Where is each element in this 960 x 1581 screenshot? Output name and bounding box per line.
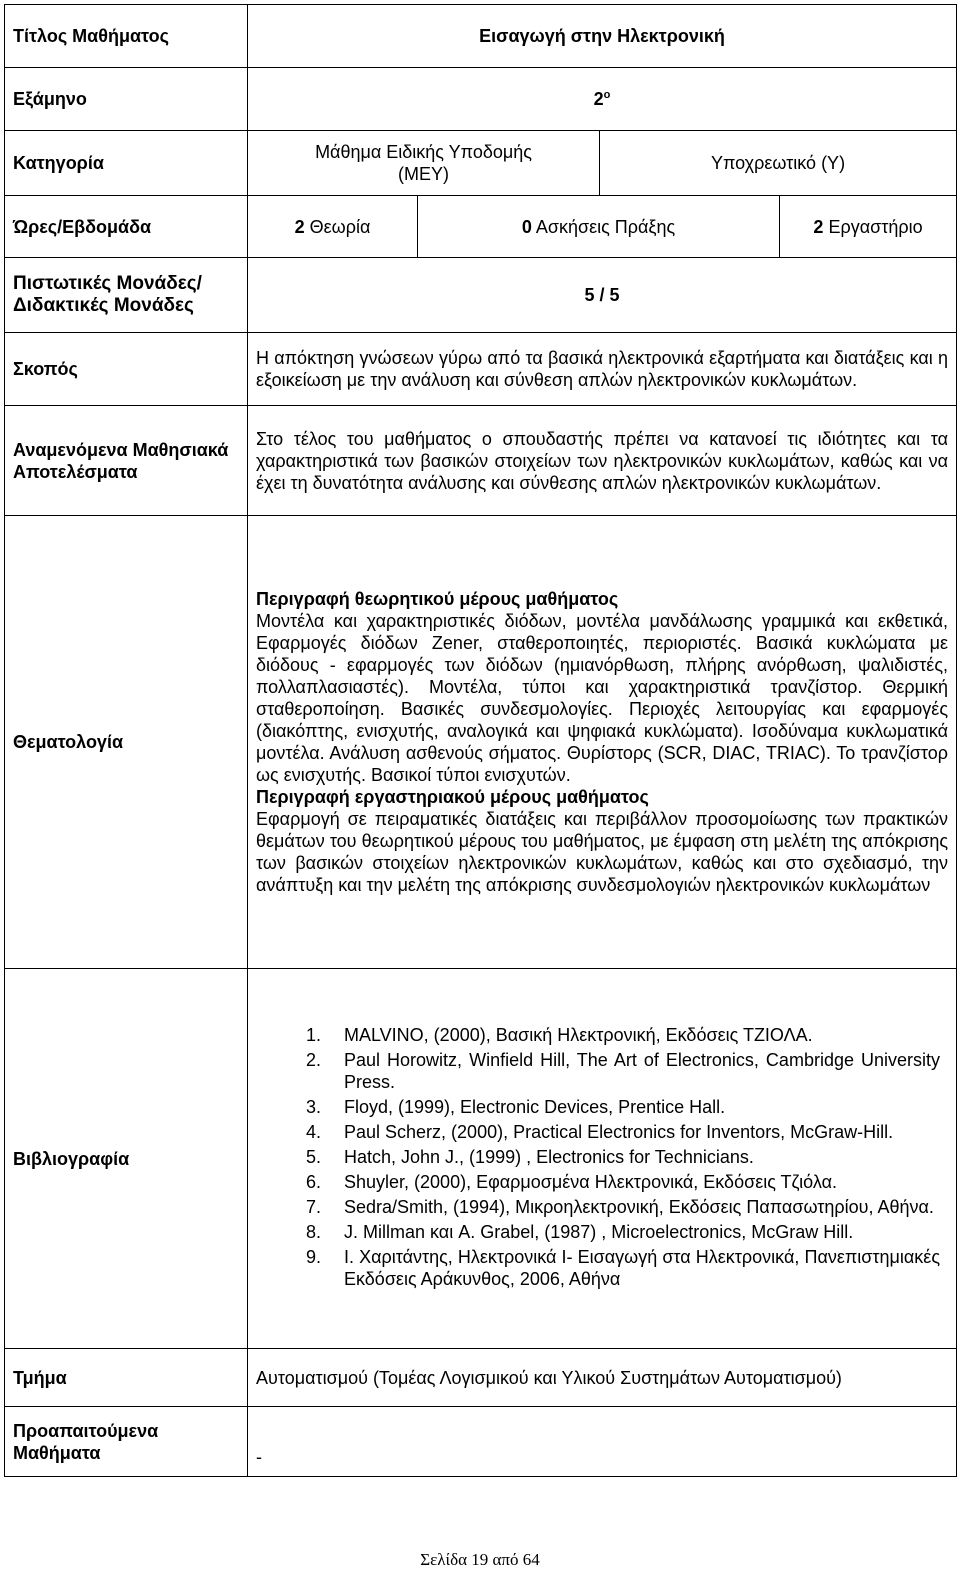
- bibliography-item: 3. Floyd, (1999), Electronic Devices, Prentice Hall.: [326, 1096, 940, 1118]
- lab-heading: Περιγραφή εργαστηριακού μέρους μαθήματος: [256, 787, 649, 807]
- purpose-text: Η απόκτηση γνώσεων γύρω από τα βασικά ηλεκτρονικά εξαρτήματα και διατάξεις και η εξοικείωση με την ανάλυση και σύνθεση απλών ηλεκτρονικών κυκλωμάτων.: [248, 333, 957, 406]
- bibliography-item: 1. MALVINO, (2000), Βασική Ηλεκτρονική, Εκδόσεις ΤΖΙΟΛΑ.: [326, 1024, 940, 1046]
- title-label: Τίτλος Μαθήματος: [5, 5, 248, 68]
- purpose-row: [5, 333, 957, 406]
- course-title: Εισαγωγή στην Ηλεκτρονική: [248, 5, 957, 68]
- semester-value: [248, 68, 957, 131]
- category-type: Μάθημα Ειδικής Υποδομής (ΜΕΥ): [248, 131, 600, 196]
- bibliography-item: 2. Paul Horowitz, Winfield Hill, The Art of Electronics, Cambridge University Press.: [326, 1049, 940, 1093]
- bibliography-item: 9. Ι. Χαριτάντης, Ηλεκτρονικά Ι- Εισαγωγή στα Ηλεκτρονικά, Πανεπιστημιακές Εκδόσεις Αράκυνθος, 2006, Αθήνα: [326, 1246, 940, 1290]
- hours-theory: [248, 196, 418, 258]
- theory-heading: Περιγραφή θεωρητικού μέρους μαθήματος: [256, 589, 619, 609]
- outcomes-label: Αναμενόμενα Μαθησιακά Αποτελέσματα: [5, 406, 248, 516]
- hours-exercise: [418, 196, 780, 258]
- prerequisites-row: [5, 1407, 957, 1477]
- credits-label: Πιστωτικές Μονάδες/ Διδακτικές Μονάδες: [5, 258, 248, 333]
- hours-theory-num: 2: [294, 216, 305, 237]
- course-table: [4, 4, 957, 1477]
- department-row: [5, 1349, 957, 1407]
- department-label: Τμήμα: [5, 1349, 248, 1407]
- prerequisites-text: -: [248, 1407, 957, 1477]
- hours-lab-text: Εργαστήριο: [828, 216, 923, 237]
- topics-label: Θεματολογία: [5, 516, 248, 969]
- bibliography-item: 5. Hatch, John J., (1999) , Electronics for Technicians.: [326, 1146, 940, 1168]
- outcomes-text: Στο τέλος του μαθήματος ο σπουδαστής πρέπει να κατανοεί τις ιδιότητες και τα χαρακτηριστικά των βασικών στοιχείων των ηλεκτρονικών κυκλωμάτων, καθώς και να έχει τη δυνατότητα ανάλυσης και σύνθεσης απλών ηλεκτρονικών κυκλωμάτων.: [248, 406, 957, 516]
- bibliography-item: 8. J. Millman και A. Grabel, (1987) , Microelectronics, McGraw Hill.: [326, 1221, 940, 1243]
- bibliography-item: 7. Sedra/Smith, (1994), Μικροηλεκτρονική, Εκδόσεις Παπασωτηρίου, Αθήνα.: [326, 1196, 940, 1218]
- bibliography-cell: [248, 969, 957, 1349]
- hours-lab-num: 2: [813, 216, 824, 237]
- purpose-label: Σκοπός: [5, 333, 248, 406]
- category-mandatory: Υποχρεωτικό (Υ): [600, 131, 957, 196]
- hours-exercise-text: Ασκήσεις Πράξης: [535, 216, 676, 237]
- credits-value: 5 / 5: [248, 258, 957, 333]
- category-row: [5, 131, 957, 196]
- prerequisites-label: Προαπαιτούμενα Μαθήματα: [5, 1407, 248, 1477]
- semester-number: 2: [593, 89, 604, 109]
- topics-cell: [248, 516, 957, 969]
- category-label: Κατηγορία: [5, 131, 248, 196]
- hours-theory-text: Θεωρία: [309, 216, 371, 237]
- semester-ordinal: ο: [603, 89, 611, 101]
- outcomes-row: [5, 406, 957, 516]
- bibliography-label: Βιβλιογραφία: [5, 969, 248, 1349]
- hours-lab: [780, 196, 957, 258]
- topics-row: [5, 516, 957, 969]
- lab-text: Εφαρμογή σε πειραματικές διατάξεις και περιβάλλον προσομοίωσης των πρακτικών θεμάτων του θεωρητικού μέρους του μαθήματος, με έμφαση στη μελέτη της απόκρισης των βασικών στοιχείων ηλεκτρονικών κυκλωμάτων, καθώς και στο σχεδιασμό, την ανάπτυξη και την μελέτη της απόκρισης συνδεσμολογιών ηλεκτρονικών κυκλωμάτων: [256, 809, 949, 895]
- semester-label: Εξάμηνο: [5, 68, 248, 131]
- hours-exercise-num: 0: [521, 216, 532, 237]
- bibliography-row: [5, 969, 957, 1349]
- credits-row: [5, 258, 957, 333]
- theory-text: Μοντέλα και χαρακτηριστικές διόδων, μοντέλα μανδάλωσης γραμμικά και εκθετικά, Εφαρμογές διόδων Zener, σταθεροποιητές, περιοριστές. Βασικά κυκλώματα με διόδους - εφαρμογές των διόδων (ημιανόρθωση, πλήρης ανόρθωση, ψαλιδιστές, πολλαπλασιαστές). Μοντέλα, τύποι και χαρακτηριστικά τρανζίστορ. Θερμική σταθεροποίηση. Βασικές συνδεσμολογίες. Περιοχές λειτουργίας και εφαρμογές (διακόπτης, ενισχυτής, αναλογικά και ψηφιακά κυκλώματα). Ισοδύναμα κυκλωματικά μοντέλα. Ανάλυση ασθενούς σήματος. Θυρίστορς (SCR, DIAC, TRIAC). Το τρανζίστορ ως ενισχυτής. Βασικοί τύποι ενισχυτών.: [256, 611, 949, 785]
- bibliography-list: [256, 1024, 948, 1290]
- page-footer: Σελίδα 19 από 64: [420, 1550, 540, 1569]
- hours-row: [5, 196, 957, 258]
- bibliography-item: 4. Paul Scherz, (2000), Practical Electronics for Inventors, McGraw-Hill.: [326, 1121, 940, 1143]
- hours-label: Ώρες/Εβδομάδα: [5, 196, 248, 258]
- title-row: [5, 5, 957, 68]
- semester-row: [5, 68, 957, 131]
- department-text: Αυτοματισμού (Τομέας Λογισμικού και Υλικού Συστημάτων Αυτοματισμού): [248, 1349, 957, 1407]
- bibliography-item: 6. Shuyler, (2000), Εφαρμοσμένα Ηλεκτρονικά, Εκδόσεις Τζιόλα.: [326, 1171, 940, 1193]
